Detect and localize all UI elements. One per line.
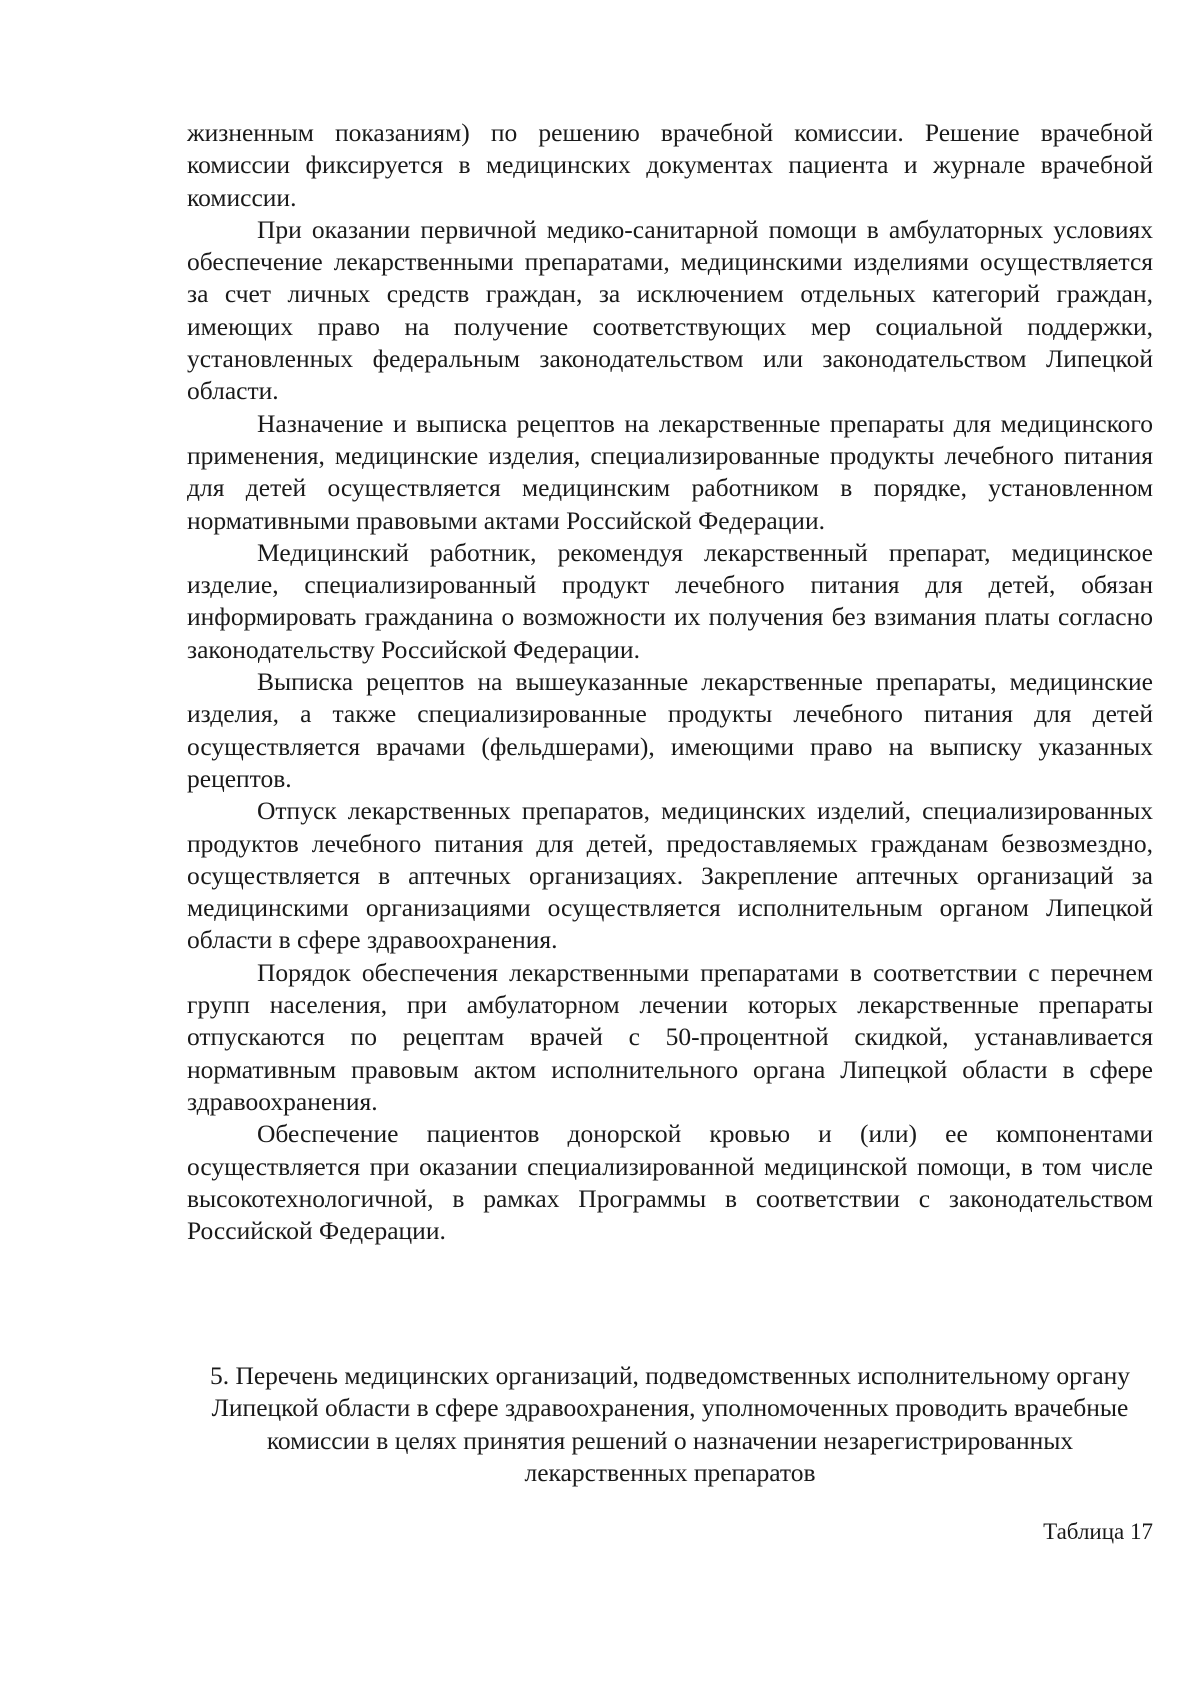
- paragraph-2: При оказании первичной медико-санитарной помощи в амбулаторных условиях обеспечение лекарственными препаратами, медицинскими изделиями осуществляется за счет личных средств граждан, за исключением отдельных категорий граждан, имеющих право на получение соответствующих мер социальной поддержки, установленных федеральным законодательством или законодательством Липецкой области.: [187, 214, 1153, 406]
- paragraph-6: Отпуск лекарственных препаратов, медицинских изделий, специализированных продуктов лечебного питания для детей, предоставляемых гражданам безвозмездно, осуществляется в аптечных организациях. Закрепление аптечных организаций за медицинскими организациями осуществляется исполнительным органом Липецкой области в сфере здравоохранения.: [187, 796, 1153, 955]
- paragraph-1: жизненным показаниям) по решению врачебной комиссии. Решение врачебной комиссии фиксируется в медицинских документах пациента и журнале врачебной комиссии.: [187, 118, 1153, 212]
- body-text: [187, 117, 1153, 1247]
- paragraph-5: Выписка рецептов на вышеуказанные лекарственные препараты, медицинские изделия, а также специализированные продукты лечебного питания для детей осуществляется врачами (фельдшерами), имеющими право на выписку указанных рецептов.: [187, 667, 1153, 793]
- paragraph-7: Порядок обеспечения лекарственными препаратами в соответствии с перечнем групп населения, при амбулаторном лечении которых лекарственные препараты отпускаются по рецептам врачей с 50-процентной скидкой, устанавливается нормативным правовым актом исполнительного органа Липецкой области в сфере здравоохранения.: [187, 957, 1153, 1116]
- paragraph-8: Обеспечение пациентов донорской кровью и (или) ее компонентами осуществляется при оказании специализированной медицинской помощи, в том числе высокотехнологичной, в рамках Программы в соответствии с законодательством Российской Федерации.: [187, 1119, 1153, 1246]
- paragraph-3: Назначение и выписка рецептов на лекарственные препараты для медицинского применения, медицинские изделия, специализированные продукты лечебного питания для детей осуществляется медицинским работником в порядке, установленном нормативными правовыми актами Российской Федерации.: [187, 408, 1153, 535]
- section-heading: 5. Перечень медицинских организаций, подведомственных исполнительному органу Липецкой области в сфере здравоохранения, уполномоченных проводить врачебные комиссии в целях принятия решений о назначении незарегистрированных лекарственных препаратов: [209, 1361, 1131, 1487]
- paragraph-4: Медицинский работник, рекомендуя лекарственный препарат, медицинское изделие, специализированный продукт лечебного питания для детей, обязан информировать гражданина о возможности их получения без взимания платы согласно законодательству Российской Федерации.: [187, 537, 1153, 664]
- table-caption: Таблица 17: [1043, 1519, 1153, 1544]
